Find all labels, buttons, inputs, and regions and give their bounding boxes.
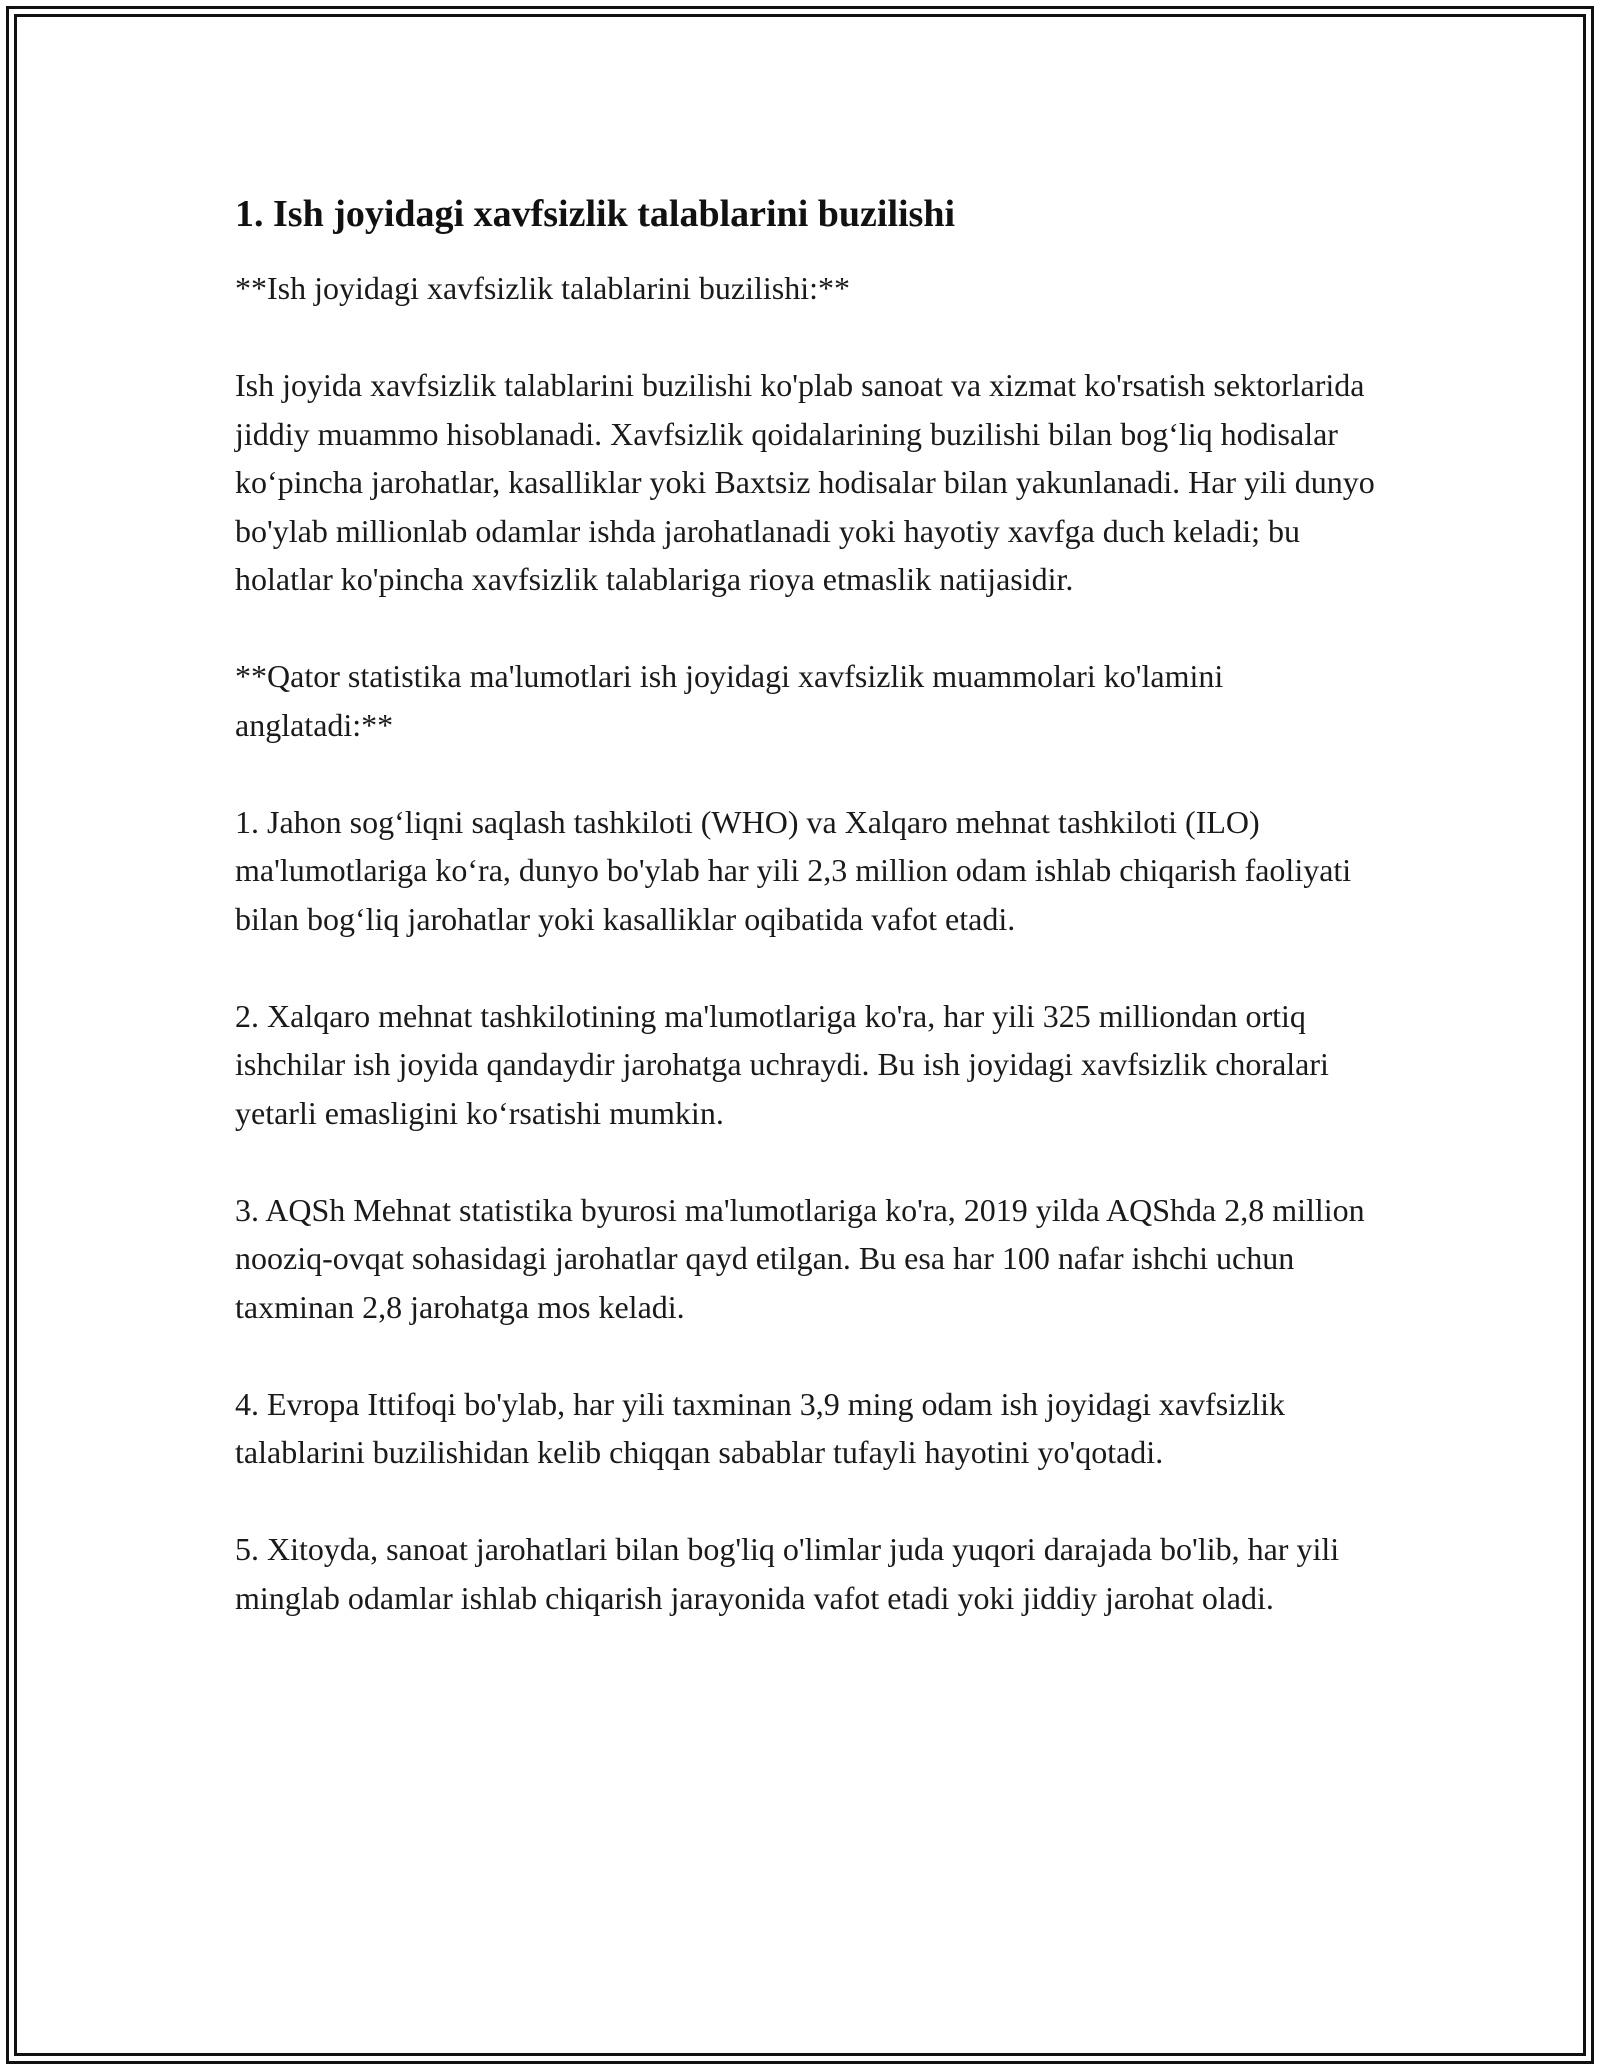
document-body — [235, 190, 1380, 1622]
statistic-item-3: 3. AQSh Mehnat statistika byurosi ma'lumotlariga ko'ra, 2019 yilda AQShda 2,8 million nooziq-ovqat sohasidagi jarohatlar qayd etilgan. Bu esa har 100 nafar ishchi uchun taxminan 2,8 jarohatga mos keladi. — [235, 1191, 1365, 1325]
statistics-heading: **Qator statistika ma'lumotlari ish joyidagi xavfsizlik muammolari ko'lamini anglatadi:** — [235, 658, 1224, 743]
section-subheading: **Ish joyidagi xavfsizlik talablarini buzilishi:** — [235, 270, 850, 306]
statistic-item-2: 2. Xalqaro mehnat tashkilotining ma'lumotlariga ko'ra, har yili 325 milliondan ortiq ishchilar ish joyida qandaydir jarohatga uchraydi. Bu ish joyidagi xavfsizlik choralari yetarli emasligini ko‘rsatishi mumkin. — [235, 997, 1329, 1131]
intro-paragraph: Ish joyida xavfsizlik talablarini buzilishi ko'plab sanoat va xizmat ko'rsatish sektorlarida jiddiy muammo hisoblanadi. Xavfsizlik qoidalarining buzilishi bilan bog‘liq hodisalar ko‘pincha jarohatlar, kasalliklar yoki Baxtsiz hodisalar bilan yakunlanadi. Har yili dunyo bo'ylab millionlab odamlar ishda jarohatlanadi yoki hayotiy xavfga duch keladi; bu holatlar ko'pincha xavfsizlik talablariga rioya etmaslik natijasidir. — [235, 367, 1375, 597]
document-title: 1. Ish joyidagi xavfsizlik talablarini buzilishi — [235, 193, 956, 235]
statistic-item-4: 4. Evropa Ittifoqi bo'ylab, har yili taxminan 3,9 ming odam ish joyidagi xavfsizlik talablarini buzilishidan kelib chiqqan sabablar tufayli hayotini yo'qotadi. — [235, 1385, 1286, 1470]
statistic-item-5: 5. Xitoyda, sanoat jarohatlari bilan bog'liq o'limlar juda yuqori darajada bo'lib, har yili minglab odamlar ishlab chiqarish jarayonida vafot etadi yoki jiddiy jarohat oladi. — [235, 1531, 1340, 1616]
statistic-item-1: 1. Jahon sog‘liqni saqlash tashkiloti (WHO) va Xalqaro mehnat tashkiloti (ILO) ma'lumotlariga ko‘ra, dunyo bo'ylab har yili 2,3 million odam ishlab chiqarish faoliyati bilan bog‘liq jarohatlar yoki kasalliklar oqibatida vafot etadi. — [235, 803, 1352, 937]
